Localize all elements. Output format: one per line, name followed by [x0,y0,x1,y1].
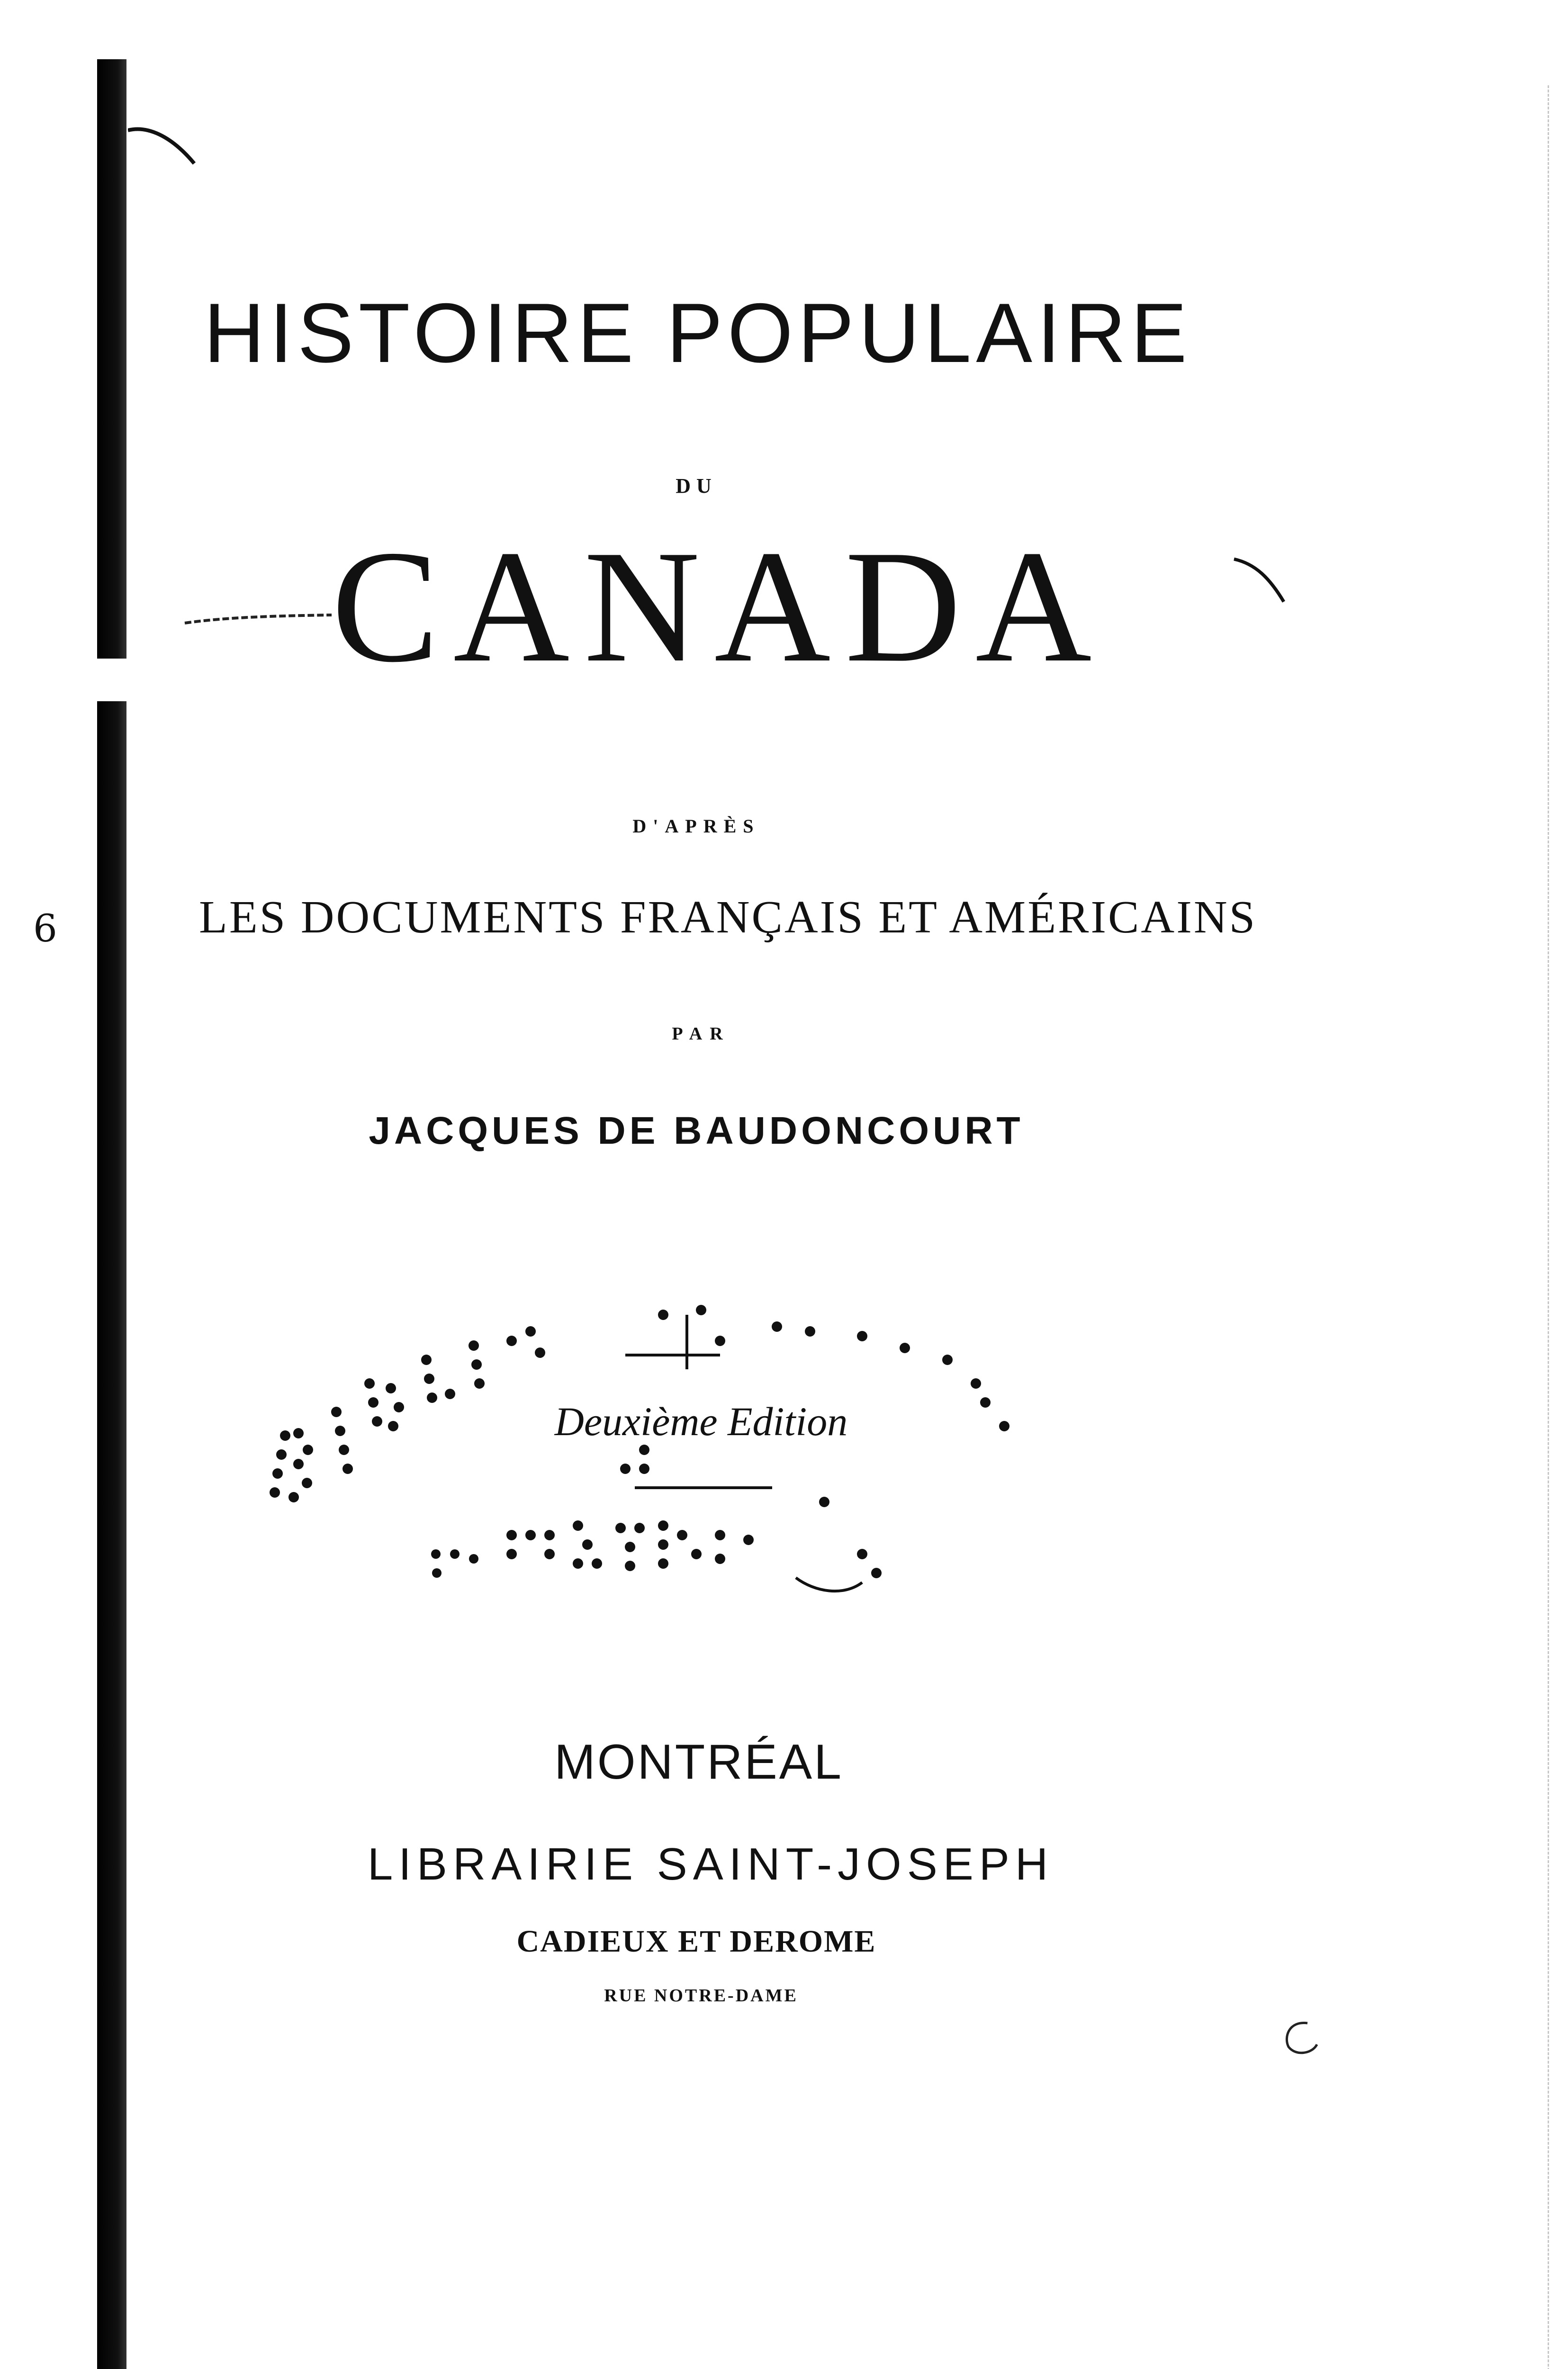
book-subject: CANADA [332,517,1106,696]
library-stamp [246,1270,1052,1649]
corner-fold-mark [128,121,204,168]
canada-leader-stroke [180,602,336,630]
book-title: HISTOIRE POPULAIRE [204,286,1192,380]
book-sources: LES DOCUMENTS FRANÇAIS ET AMÉRICAINS [199,892,1257,943]
printer-names: CADIEUX ET DEROME [516,1924,876,1959]
page-right-edge [1541,85,1549,2369]
subtitle-par: PAR [672,1024,730,1044]
title-connector-du: DU [676,474,717,497]
binding-edge-gap [97,659,126,701]
binding-edge [97,59,126,2369]
publisher-name: LIBRAIRIE SAINT-JOSEPH [367,1839,1054,1890]
publisher-street: RUE NOTRE-DAME [604,1986,798,2006]
publication-city: MONTRÉAL [554,1735,843,1790]
edition-label: Deuxième Edition [554,1399,848,1444]
stray-circle-mark [1279,2018,1322,2056]
stray-mark [1232,554,1289,606]
author-name: JACQUES DE BAUDONCOURT [369,1109,1024,1152]
margin-mark: 6 [33,906,57,950]
subtitle-dapres: D'APRÈS [632,815,760,837]
